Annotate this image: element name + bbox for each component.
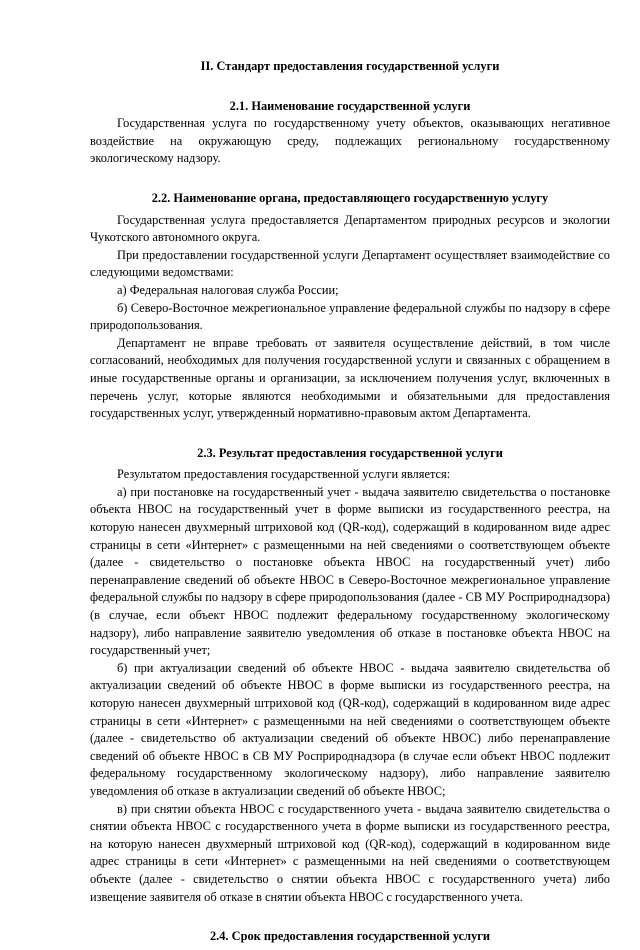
document-page — [90, 58, 610, 950]
paragraph-2-3-4: в) при снятии объекта НВОС с государственного учета - выдача заявителю свидетельства о снятии объекта НВОС с государственного учета в форме выписки из государственного реестра, на которую нанесен двухмерный штриховой код (QR-код), содержащий в кодированном виде адрес страницы в сети «Интернет» с размещенными на ней сведениями о соответствующем объекте (далее - свидетельство о снятии объекта НВОС с государственного учета) либо извещение заявителя об отказе в снятии объекта НВОС с государственного учета. — [90, 801, 610, 904]
subsection-title-2-1: 2.1. Наименование государственной услуги — [229, 98, 471, 113]
paragraph-2-2-2: При предоставлении государственной услуги Департамент осуществляет взаимодействие со следующими ведомствами: — [90, 247, 610, 280]
section-title: II. Стандарт предоставления государственной услуги — [200, 59, 500, 73]
subsection-title-2-3: 2.3. Результат предоставления государственной услуги — [197, 445, 503, 460]
paragraph-2-2-5: Департамент не вправе требовать от заявителя осуществление действий, в том числе согласований, необходимых для получения государственной услуги и связанных с обращением в иные государственные органы и организации, за исключением получения услуг, включенных в перечень услуг, которые являются необходимыми и обязательными для предоставления государственных услуг, утвержденный нормативно-правовым актом Департамента. — [90, 335, 610, 421]
paragraph-2-2-1: Государственная услуга предоставляется Департаментом природных ресурсов и экологии Чукотского автономного округа. — [90, 212, 610, 245]
paragraph-2-2-3: а) Федеральная налоговая служба России; — [117, 282, 339, 297]
paragraph-2-3-1: Результатом предоставления государственной услуги является: — [117, 467, 451, 482]
paragraph-2-3-3: б) при актуализации сведений об объекте НВОС - выдача заявителю свидетельства об актуализации сведений об объекте НВОС в форме выписки из государственного реестра, на которую нанесен двухмерный штриховой код (QR-код), содержащий в кодированном виде адрес страницы в сети «Интернет» с размещенными на ней сведениями о соответствующем объекте (далее - свидетельство об актуализации сведений об объекте НВОС) либо перенаправление сведений об объекте НВОС в СВ МУ Росприроднадзора (в случае если объект НВОС подлежит федеральному государственному экологическому надзору), либо направление заявителю уведомления об отказе в актуализации сведений об объекте НВОС; — [90, 660, 610, 798]
subsection-title-2-2: 2.2. Наименование органа, предоставляющего государственную услугу — [151, 190, 549, 205]
paragraph-2-2-4: б) Северо-Восточное межрегиональное управление федеральной службы по надзору в сфере природопользования. — [90, 300, 610, 333]
paragraph-2-1-1: Государственная услуга по государственному учету объектов, оказывающих негативное воздействие на окружающую среду, подлежащих региональному государственному экологическому надзору. — [90, 116, 610, 166]
subsection-title-2-4: 2.4. Срок предоставления государственной услуги — [209, 929, 491, 944]
paragraph-2-3-2: а) при постановке на государственный учет - выдача заявителю свидетельства о постановке объекта НВОС на государственный учет в форме выписки из государственного реестра, на которую нанесен двухмерный штриховой код (QR-код), содержащий в кодированном виде адрес страницы в сети «Интернет» с размещенными на ней сведениями о соответствующем объекте (далее - свидетельство о постановке объекта НВОС на государственный учет) либо перенаправление сведений об объекте НВОС в Северо-Восточное межрегиональное управление федеральной службы по надзору в сфере природопользования (далее - СВ МУ Росприроднадзора) (в случае, если объект НВОС подлежит федеральному государственному экологическому надзору), либо направление заявителю уведомления об отказе в постановке объекта НВОС на государственный учет; — [90, 484, 610, 658]
